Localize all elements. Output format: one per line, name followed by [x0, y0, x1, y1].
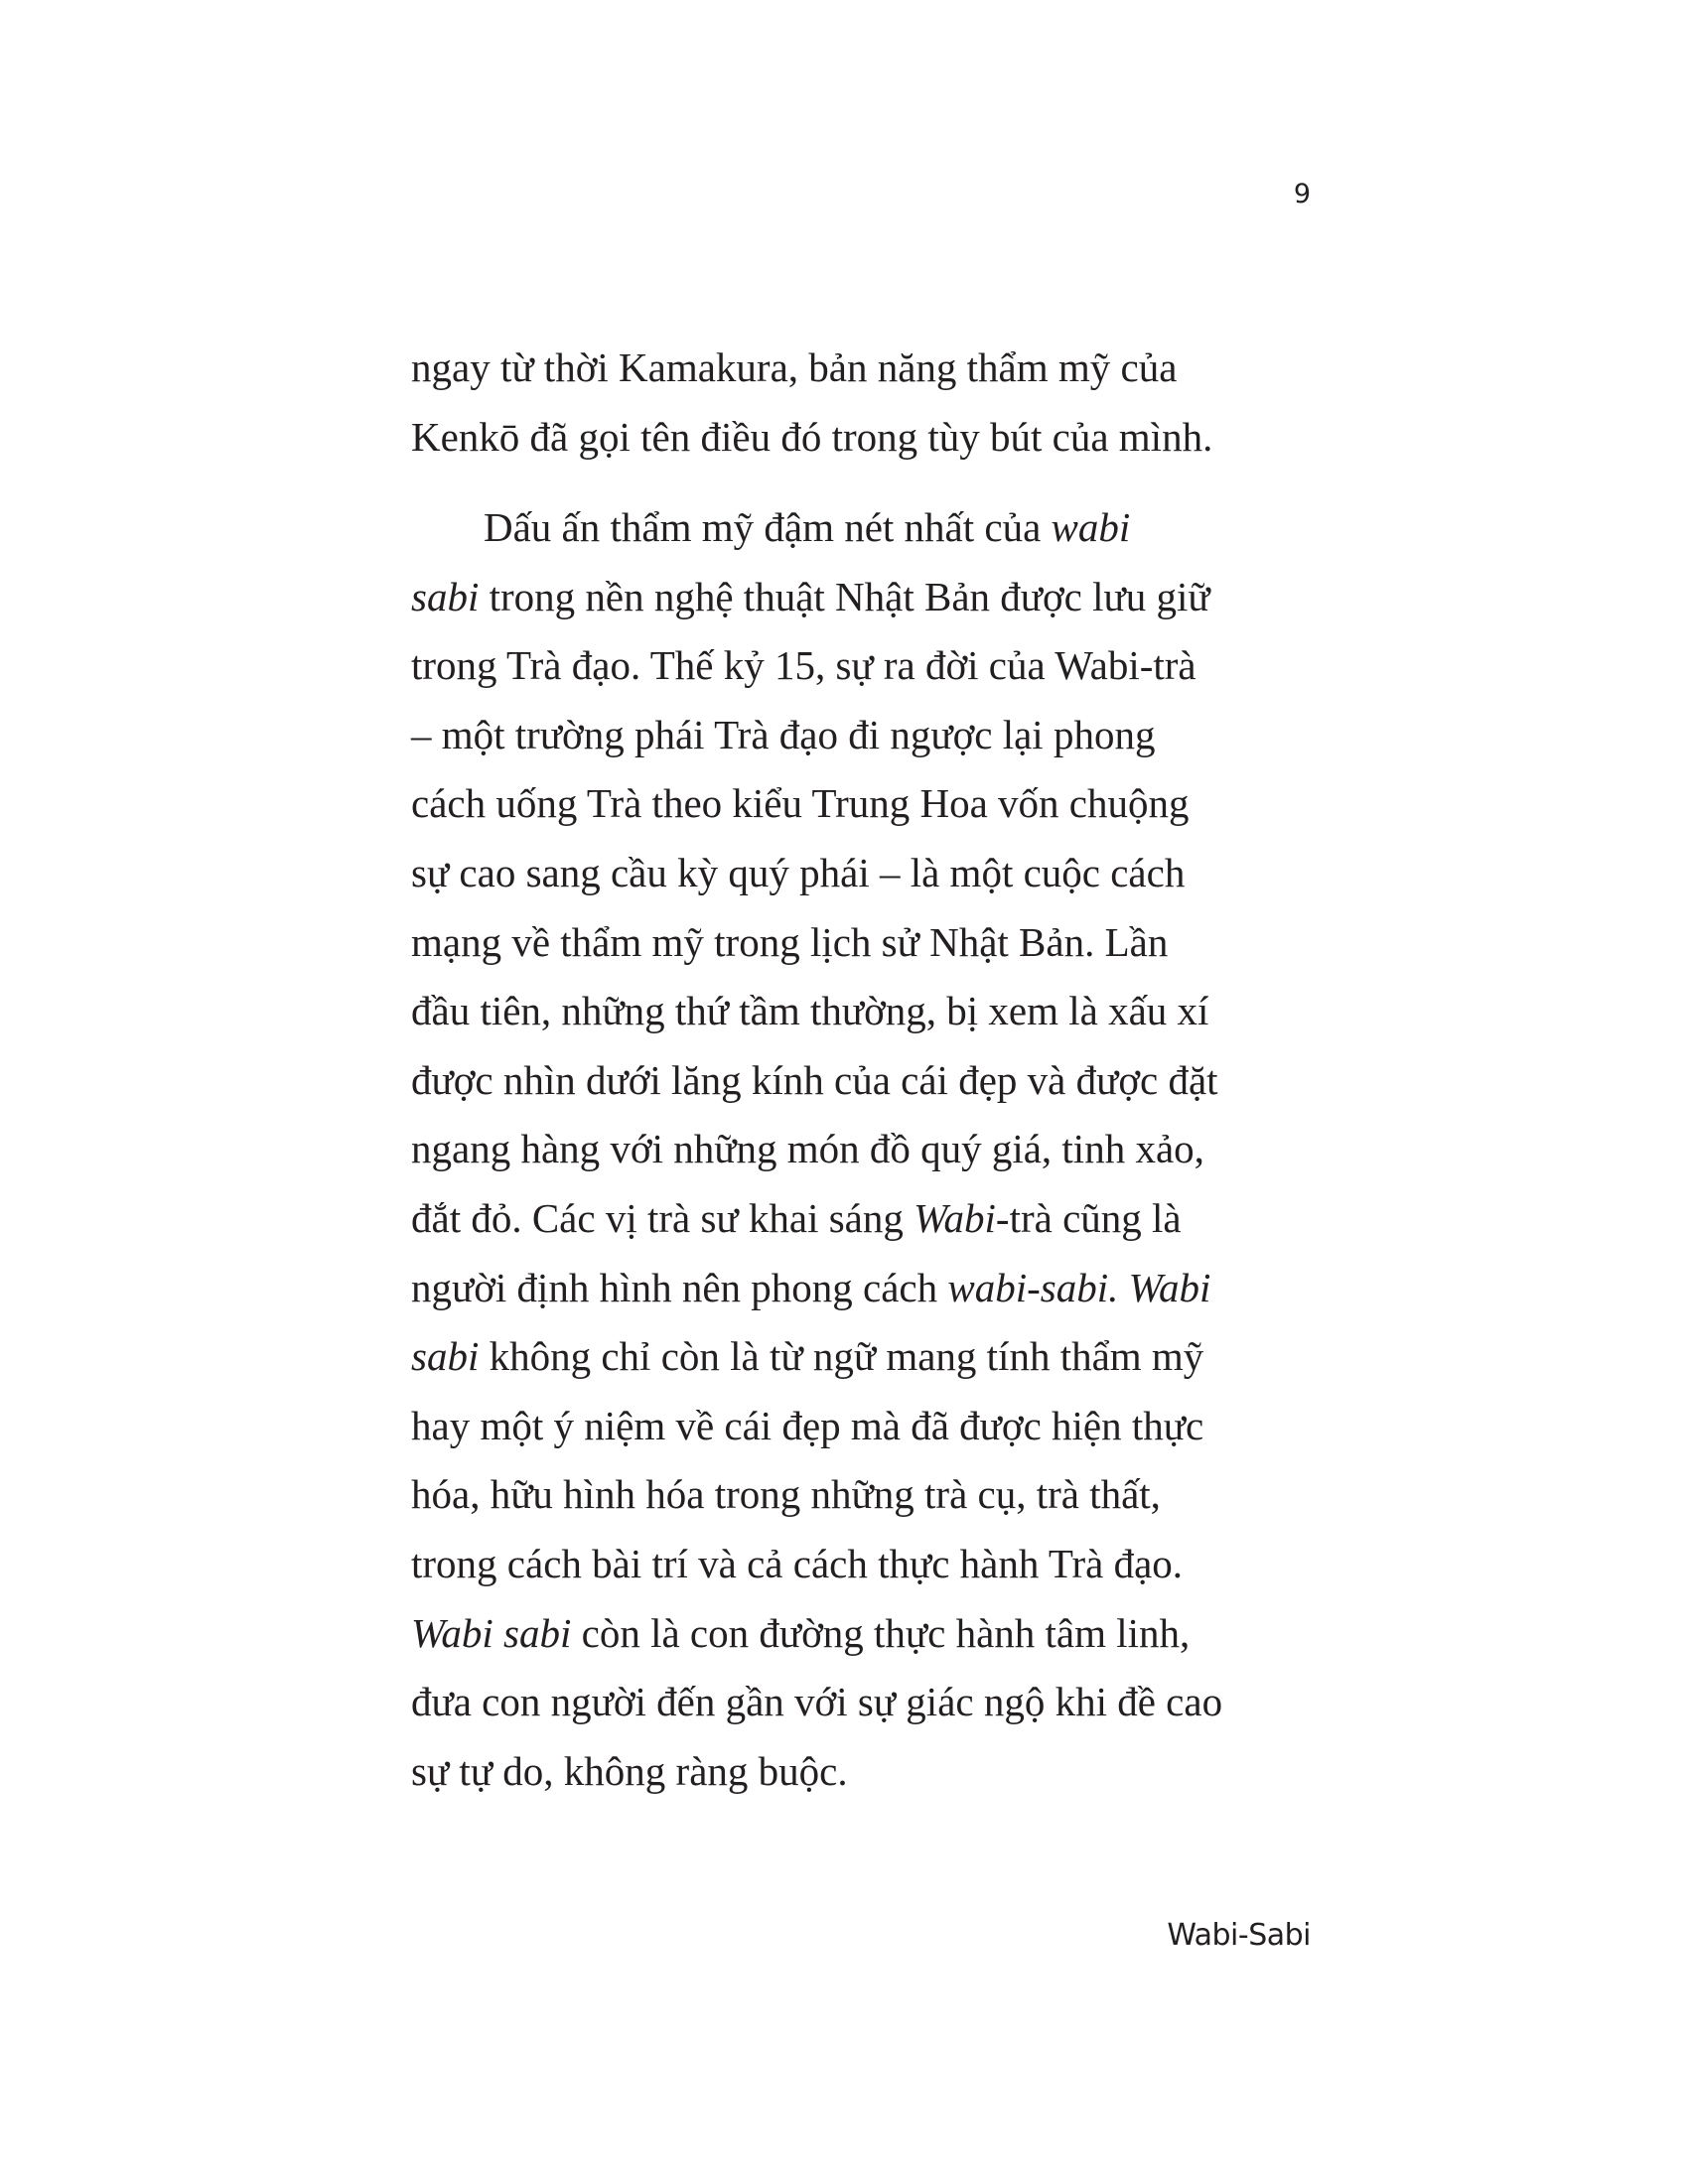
text-segment: không chỉ còn là từ ngữ mang tính thẩm mỹ: [479, 1333, 1204, 1380]
text-segment: đắt đỏ. Các vị trà sư khai sáng: [411, 1194, 914, 1241]
text-segment: được nhìn dưới lăng kính của cái đẹp và được đặt: [411, 1056, 1218, 1103]
text-line: [411, 493, 1325, 563]
text-line: [411, 1046, 1325, 1116]
text-segment: sự cao sang cầu kỳ quý phái – là một cuộc cách: [411, 849, 1186, 895]
text-line: [411, 631, 1325, 701]
text-line: [411, 563, 1325, 632]
text-segment: trong Trà đạo. Thế kỷ 15, sự ra đời của Wabi-trà: [411, 642, 1196, 689]
text-line: [411, 1737, 1325, 1807]
text-line: [411, 839, 1325, 908]
text-line: [411, 403, 1325, 473]
text-segment: trong cách bài trí và cả cách thực hành Trà đạo.: [411, 1540, 1184, 1586]
paragraph-1: [411, 334, 1325, 472]
text-line: [411, 1599, 1325, 1669]
text-segment: – một trường phái Trà đạo đi ngược lại phong: [411, 711, 1156, 757]
text-line: [411, 769, 1325, 839]
text-line: [411, 1184, 1325, 1254]
text-segment: sự tự do, không ràng buộc.: [411, 1747, 848, 1794]
text-segment: Kenkō đã gọi tên điều đó trong tùy bút của mình.: [411, 413, 1213, 460]
text-line: [411, 701, 1325, 770]
text-line: [411, 1392, 1325, 1461]
text-segment: trong nền nghệ thuật Nhật Bản được lưu giữ: [479, 573, 1210, 619]
text-line: [411, 1254, 1325, 1323]
text-line: [411, 1460, 1325, 1530]
text-segment: đầu tiên, những thứ tầm thường, bị xem là xấu xí: [411, 988, 1209, 1034]
text-segment: hay một ý niệm về cái đẹp mà đã được hiện thực: [411, 1402, 1204, 1448]
text-line: [411, 1115, 1325, 1184]
text-segment: mạng về thẩm mỹ trong lịch sử Nhật Bản. Lần: [411, 918, 1169, 965]
text-segment: hóa, hữu hình hóa trong những trà cụ, trà thất,: [411, 1471, 1161, 1518]
text-line: [411, 1530, 1325, 1599]
text-segment: đưa con người đến gần với sự giác ngộ khi đề cao: [411, 1679, 1223, 1725]
page-number: 9: [1293, 179, 1311, 209]
text-segment: cách uống Trà theo kiểu Trung Hoa vốn chuộng: [411, 780, 1190, 827]
text-segment: người định hình nên phong cách: [411, 1264, 948, 1310]
text-line: [411, 1322, 1325, 1392]
text-line: [411, 977, 1325, 1046]
italic-text-segment: Wabi: [914, 1194, 996, 1241]
text-segment: ngay từ thời Kamakura, bản năng thẩm mỹ của: [411, 344, 1178, 390]
text-line: [411, 908, 1325, 978]
italic-text-segment: sabi: [411, 573, 480, 619]
text-segment: còn là con đường thực hành tâm linh,: [571, 1609, 1191, 1656]
italic-text-segment: wabi: [1051, 504, 1131, 550]
text-line: [411, 1668, 1325, 1737]
text-segment: -trà cũng là: [995, 1194, 1182, 1241]
text-segment: ngang hàng với những món đồ quý giá, tinh xảo,: [411, 1126, 1204, 1172]
text-line: [411, 334, 1325, 403]
italic-text-segment: wabi-sabi. Wabi: [947, 1264, 1211, 1310]
italic-text-segment: sabi: [411, 1333, 480, 1380]
text-segment: Dấu ấn thẩm mỹ đậm nét nhất của: [484, 504, 1052, 550]
italic-text-segment: Wabi sabi: [411, 1609, 572, 1656]
paragraph-2: [411, 493, 1325, 1806]
running-footer-title: Wabi-Sabi: [1167, 1918, 1311, 1953]
